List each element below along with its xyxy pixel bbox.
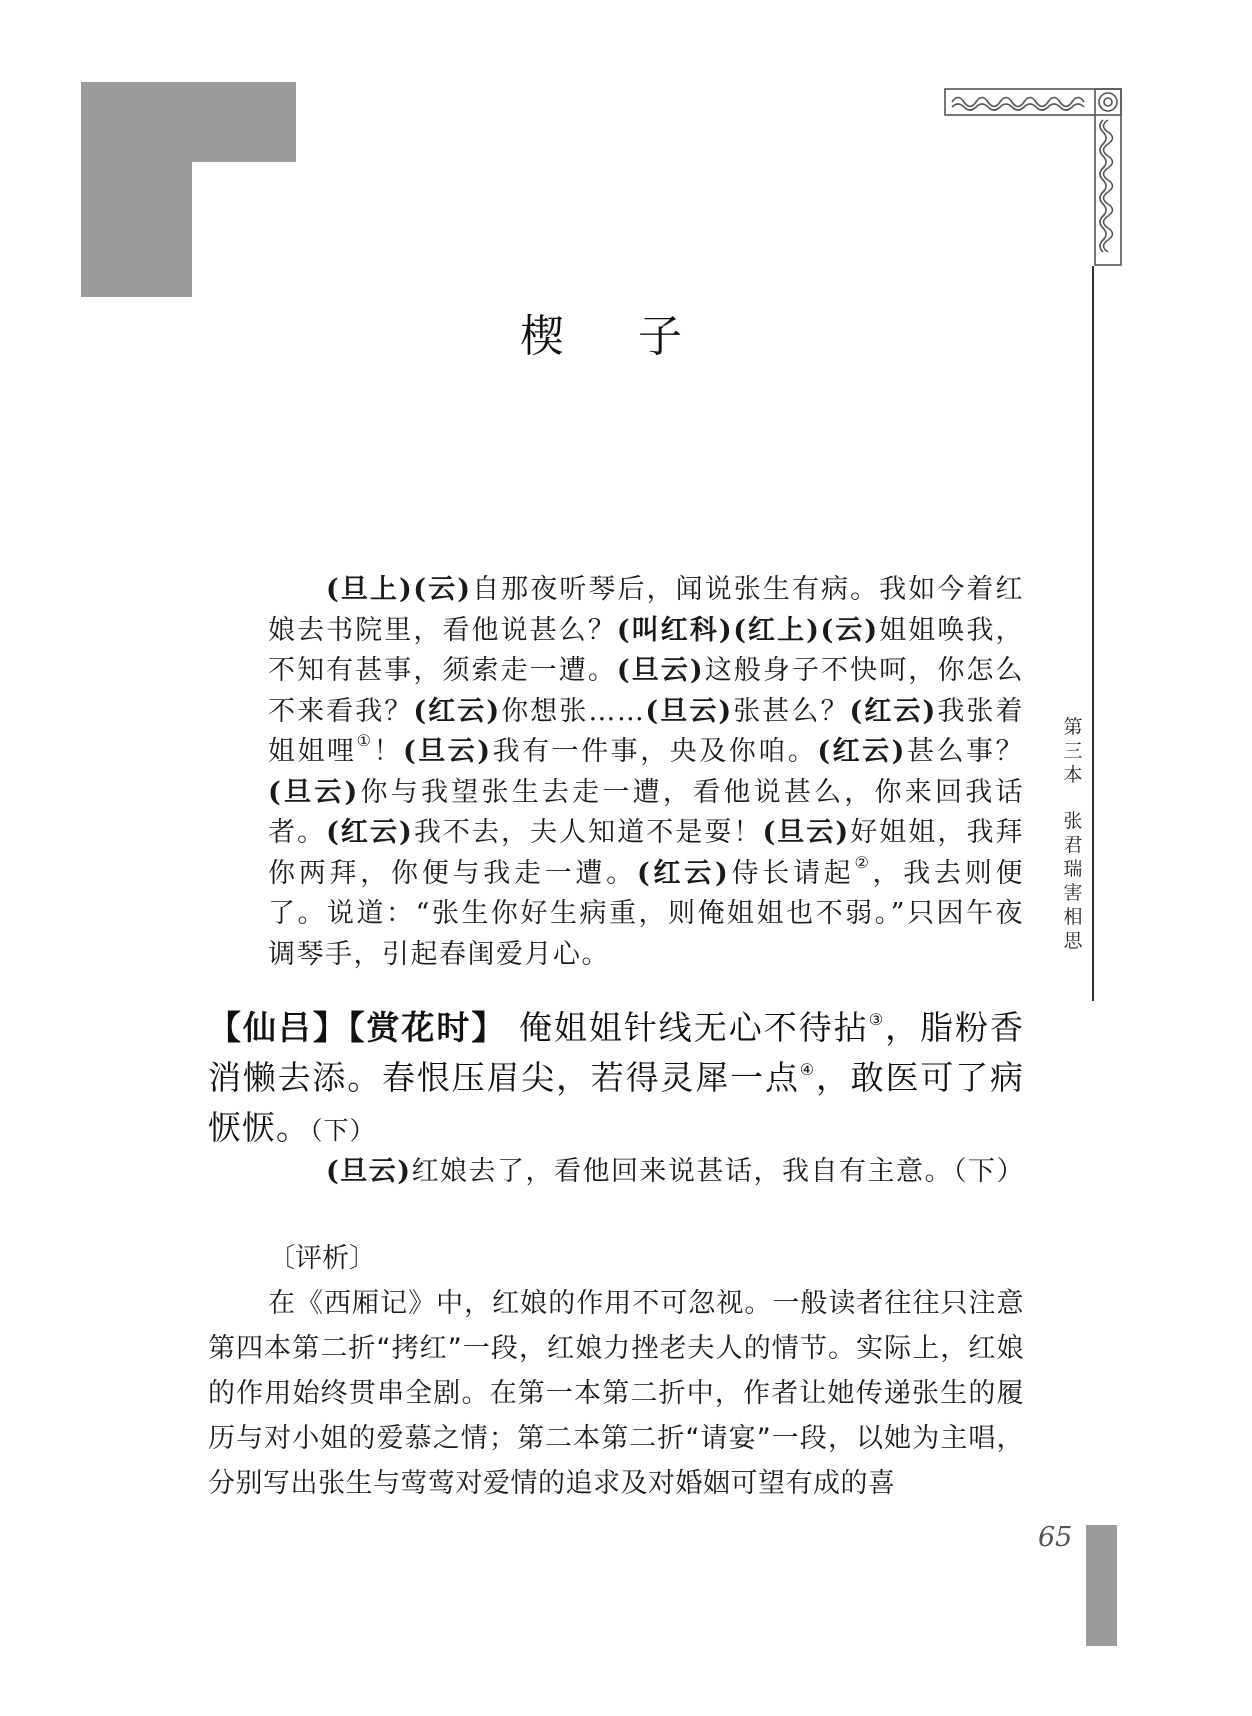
footnote-marker: ② bbox=[854, 852, 873, 872]
tune-name: 【仙吕】【赏花时】 bbox=[208, 1008, 507, 1047]
running-head bbox=[1058, 715, 1088, 953]
role-tag: (旦云) bbox=[616, 655, 705, 686]
lyric: ，脂粉香消懒去添。春恨压眉尖，若得灵犀一点 bbox=[208, 1008, 1025, 1097]
speech: 姐姐唤我，不知有甚事，须索走一遭。 bbox=[268, 614, 1025, 686]
footnote-marker: ④ bbox=[799, 1060, 816, 1079]
role-tag: (旦云) bbox=[762, 817, 850, 848]
speech: 我张着姐姐哩 bbox=[268, 695, 1025, 767]
role-tag: (红云) bbox=[413, 695, 501, 727]
role-tag: (红云) bbox=[817, 736, 906, 767]
corner-gray-block-left bbox=[81, 82, 192, 297]
prologue-paragraph: (旦上)(云)自那夜听琴后，闻说张生有病。我如今着红娘去书院里，看他说甚么？(叫红科)(红上)(云)姐姐唤我，不知有甚事，须索走一遭。(旦云)这般身子不快呵，你怎么不来看我？(红云)你想张……(旦云)张甚么？(红云)我张着姐姐哩①！(旦云)我有一件事，央及你咱。(红云)甚么事？(旦云)你与我望张生去走一遭，看他说甚么，你来回我话者。(红云)我不去，夫人知道不是耍！(旦云)好姐姐，我拜你两拜，你便与我走一遭。(红云)侍长请起②，我去则便了。说道：“张生你好生病重，则俺姐姐也不弱。”只因午夜调琴手，引起春闺爱月心。 bbox=[268, 574, 1025, 970]
speech: 自那夜听琴后，闻说张生有病。我如今着红娘去书院里，看他说甚么？ bbox=[268, 574, 1024, 646]
speech: 你想张…… bbox=[500, 695, 646, 727]
speech: ，我去则便了。说道：“张生你好生病重，则俺姐姐也不弱。”只因午夜调琴手，引起春闺爱月心。 bbox=[268, 857, 1025, 970]
role-tag: (红云) bbox=[636, 857, 730, 889]
page-number: 65 bbox=[1038, 1522, 1073, 1553]
footnote-marker: ③ bbox=[868, 1010, 886, 1029]
lyric: ，敢医可了病恹恹。 bbox=[208, 1058, 1025, 1147]
role-tag: (红云) bbox=[326, 817, 414, 848]
speech: 你与我望张生去走一遭，看他说甚么，你来回我话者。 bbox=[268, 776, 1024, 848]
analysis-body: 在《西厢记》中，红娘的作用不可忽视。一般读者往往只注意第四本第二折“拷红”一段，红娘力挫老夫人的情节。实际上，红娘的作用始终贯串全剧。在第一本第二折中，作者让她传递张生的履历与对小姐的爱慕之情；第二本第二折“请宴”一段，以她为主唱，分别写出张生与莺莺对爱情的追求及对婚姻可望有成的喜 bbox=[208, 1288, 1024, 1499]
role-tag: (旦云) bbox=[326, 1156, 412, 1187]
speech: 侍长请起 bbox=[729, 857, 855, 889]
edge-tab-bar bbox=[1086, 1525, 1117, 1646]
speech: 这般身子不快呵，你怎么不来看我？ bbox=[268, 655, 1025, 727]
role-tag: (旦云) bbox=[402, 736, 492, 767]
footnote-marker: ① bbox=[356, 731, 374, 750]
section-title: 楔子 bbox=[520, 311, 756, 362]
role-tag: (红云) bbox=[849, 695, 937, 727]
speech: 我有一件事，央及你咱。 bbox=[491, 736, 818, 767]
running-head-chapter: 张君瑞害相思 bbox=[1063, 810, 1083, 952]
speech: 我不去，夫人知道不是耍！ bbox=[413, 817, 763, 848]
aria-lyrics bbox=[208, 1003, 1024, 1156]
role-tag: (旦云) bbox=[645, 695, 733, 727]
speech: 红娘去了，看他回来说甚话，我自有主意。 bbox=[411, 1156, 954, 1187]
speech: 好姐姐，我拜你两拜，你便与我走一遭。 bbox=[268, 817, 1024, 889]
lyric: 俺姐姐针线无心不待拈 bbox=[518, 1008, 869, 1047]
role-tag: (云) bbox=[413, 574, 472, 605]
prologue-text bbox=[268, 570, 1024, 975]
role-tag: (叫红科)(红上)(云) bbox=[616, 614, 879, 646]
role-tag: (旦云) bbox=[268, 776, 359, 808]
analysis-heading: 〔评析〕 bbox=[268, 1243, 376, 1274]
after-aria-line bbox=[268, 1152, 1024, 1192]
speech: 张甚么？ bbox=[732, 695, 850, 727]
running-head-book: 第三本 bbox=[1063, 716, 1083, 786]
margin-rule bbox=[1092, 266, 1094, 1001]
stage-direction: （下） bbox=[953, 1156, 1026, 1187]
speech: 甚么事？ bbox=[905, 736, 1025, 767]
role-tag: (旦上) bbox=[326, 574, 414, 605]
ornamental-corner-icon bbox=[944, 88, 1122, 266]
stage-direction: （下） bbox=[310, 1116, 376, 1145]
analysis-section bbox=[208, 1236, 1024, 1506]
